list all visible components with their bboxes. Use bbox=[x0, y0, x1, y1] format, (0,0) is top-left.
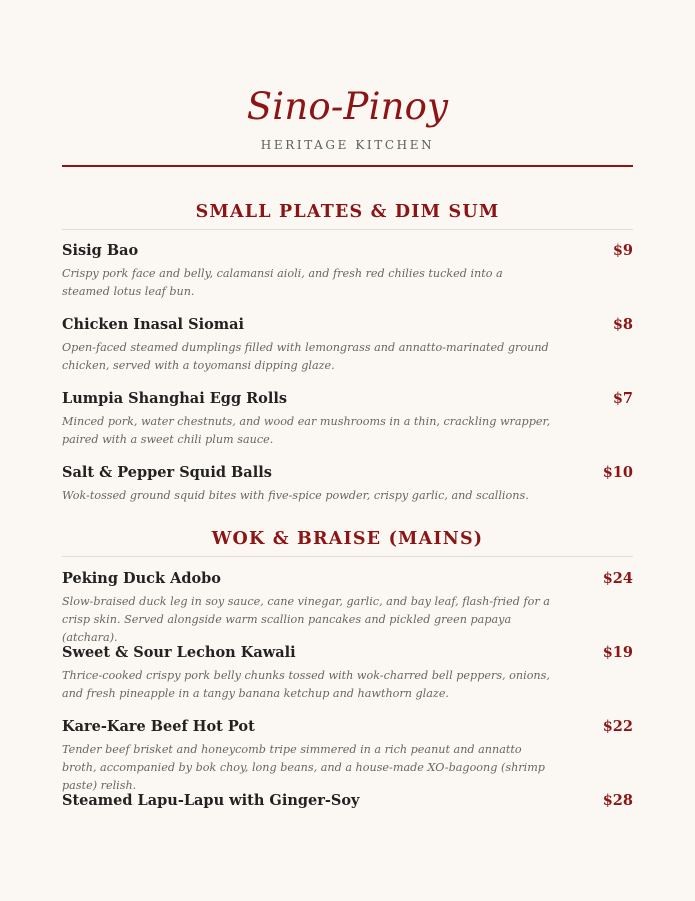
menu-item bbox=[62, 790, 633, 812]
menu-item bbox=[62, 568, 633, 647]
menu-item-row bbox=[62, 790, 633, 812]
menu-item bbox=[62, 388, 633, 449]
restaurant-subtitle: HERITAGE KITCHEN bbox=[260, 138, 435, 152]
menu-item-description: Crispy pork face and belly, calamansi aioli, and fresh red chilies tucked into a steamed lotus leaf bun. bbox=[62, 267, 503, 298]
menu-item-row bbox=[62, 240, 633, 262]
menu-item-name: Peking Duck Adobo bbox=[62, 570, 221, 587]
header-divider bbox=[62, 165, 633, 167]
menu-item-name: Steamed Lapu-Lapu with Ginger-Soy bbox=[62, 792, 360, 809]
menu-item-row bbox=[62, 716, 633, 738]
menu-item bbox=[62, 240, 633, 301]
menu-item-row bbox=[62, 642, 633, 664]
menu-item-price: $24 bbox=[602, 570, 633, 587]
menu-item-price: $7 bbox=[612, 390, 633, 407]
menu-item-price: $22 bbox=[602, 718, 633, 735]
restaurant-title: Sino-Pinoy bbox=[246, 85, 449, 128]
menu-item-name: Sweet & Sour Lechon Kawali bbox=[62, 644, 296, 661]
section-wok-braise bbox=[62, 527, 633, 809]
menu-item-price: $10 bbox=[602, 464, 633, 481]
menu-header bbox=[62, 84, 633, 153]
menu-item-row bbox=[62, 462, 633, 484]
menu-item-price: $8 bbox=[612, 316, 633, 333]
menu-item-price: $9 bbox=[612, 242, 633, 259]
menu-item bbox=[62, 642, 633, 703]
menu-item-name: Salt & Pepper Squid Balls bbox=[62, 464, 272, 481]
menu-item-description: Thrice-cooked crispy pork belly chunks tossed with wok-charred bell peppers, onions, and fresh pineapple in a tangy banana ketchup and hawthorn glaze. bbox=[62, 669, 550, 700]
menu-item bbox=[62, 462, 633, 505]
section-divider bbox=[62, 229, 633, 230]
menu-item bbox=[62, 314, 633, 375]
section-title: WOK & BRAISE (MAINS) bbox=[211, 529, 484, 549]
menu-item bbox=[62, 716, 633, 795]
menu-item-row bbox=[62, 388, 633, 410]
menu-item-name: Sisig Bao bbox=[62, 242, 139, 259]
menu-item-description: Slow-braised duck leg in soy sauce, cane vinegar, garlic, and bay leaf, flash-fried for a crisp skin. Served alongside warm scallion pancakes and pickled green papaya (atchara). bbox=[62, 595, 550, 644]
section-small-plates bbox=[62, 200, 633, 502]
menu-item-description: Open-faced steamed dumplings filled with lemongrass and annatto-marinated ground chicken, served with a toyomansi dipping glaze. bbox=[62, 341, 549, 372]
menu-item-price: $28 bbox=[602, 792, 633, 809]
section-divider bbox=[62, 556, 633, 557]
section-title: SMALL PLATES & DIM SUM bbox=[195, 202, 500, 222]
menu-item-name: Chicken Inasal Siomai bbox=[62, 316, 245, 333]
menu-item-price: $19 bbox=[602, 644, 633, 661]
menu-item-name: Lumpia Shanghai Egg Rolls bbox=[62, 390, 288, 407]
menu-item-row bbox=[62, 568, 633, 590]
menu-item-description: Tender beef brisket and honeycomb tripe simmered in a rich peanut and annatto broth, accompanied by bok choy, long beans, and a house-made XO-bagoong (shrimp paste) relish. bbox=[62, 743, 545, 792]
menu-item-row bbox=[62, 314, 633, 336]
menu-item-description: Wok-tossed ground squid bites with five-spice powder, crispy garlic, and scallions. bbox=[62, 489, 529, 502]
menu-item-description: Minced pork, water chestnuts, and wood ear mushrooms in a thin, crackling wrapper, paired with a sweet chili plum sauce. bbox=[62, 415, 551, 446]
menu-item-name: Kare-Kare Beef Hot Pot bbox=[62, 718, 255, 735]
